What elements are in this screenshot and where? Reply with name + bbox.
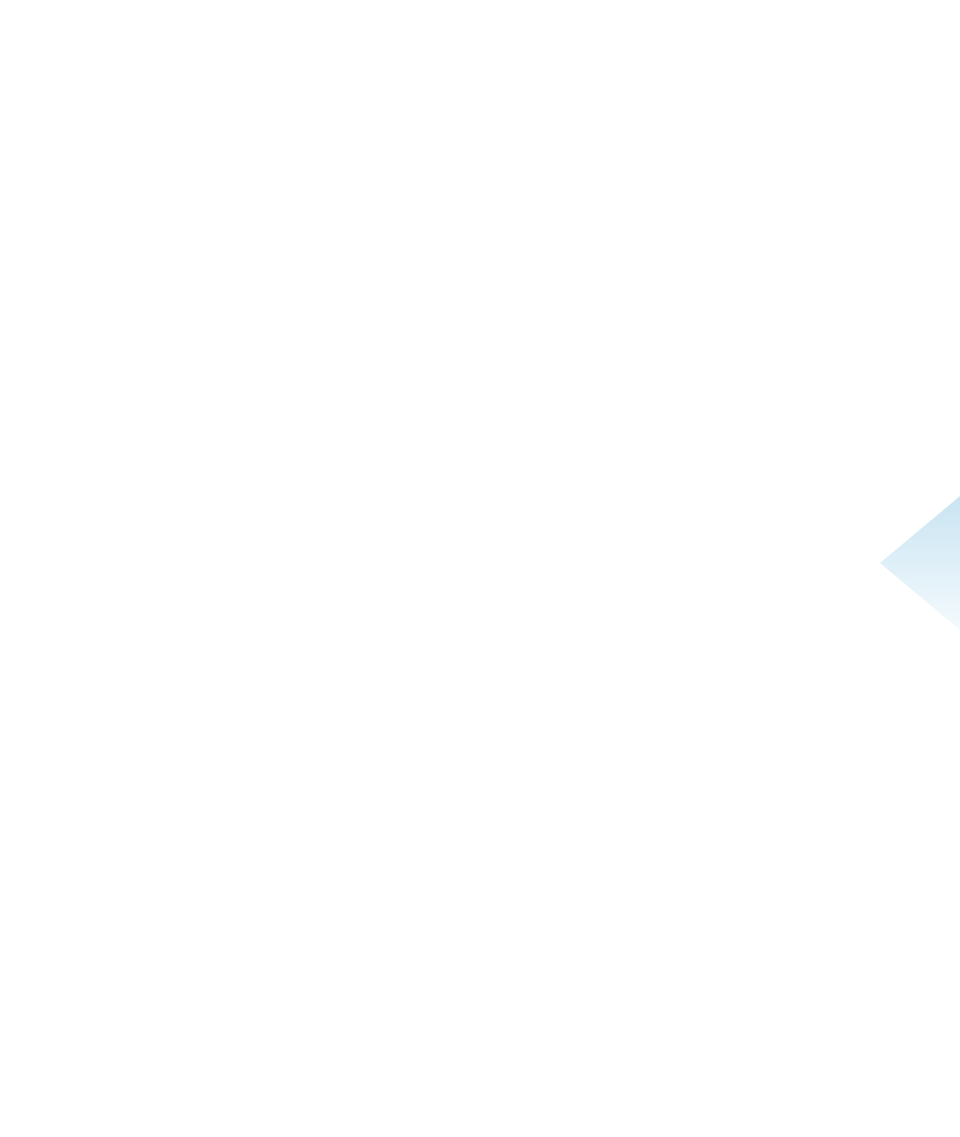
page-number-tab: [880, 496, 960, 630]
page-tab-shape: [880, 496, 960, 630]
